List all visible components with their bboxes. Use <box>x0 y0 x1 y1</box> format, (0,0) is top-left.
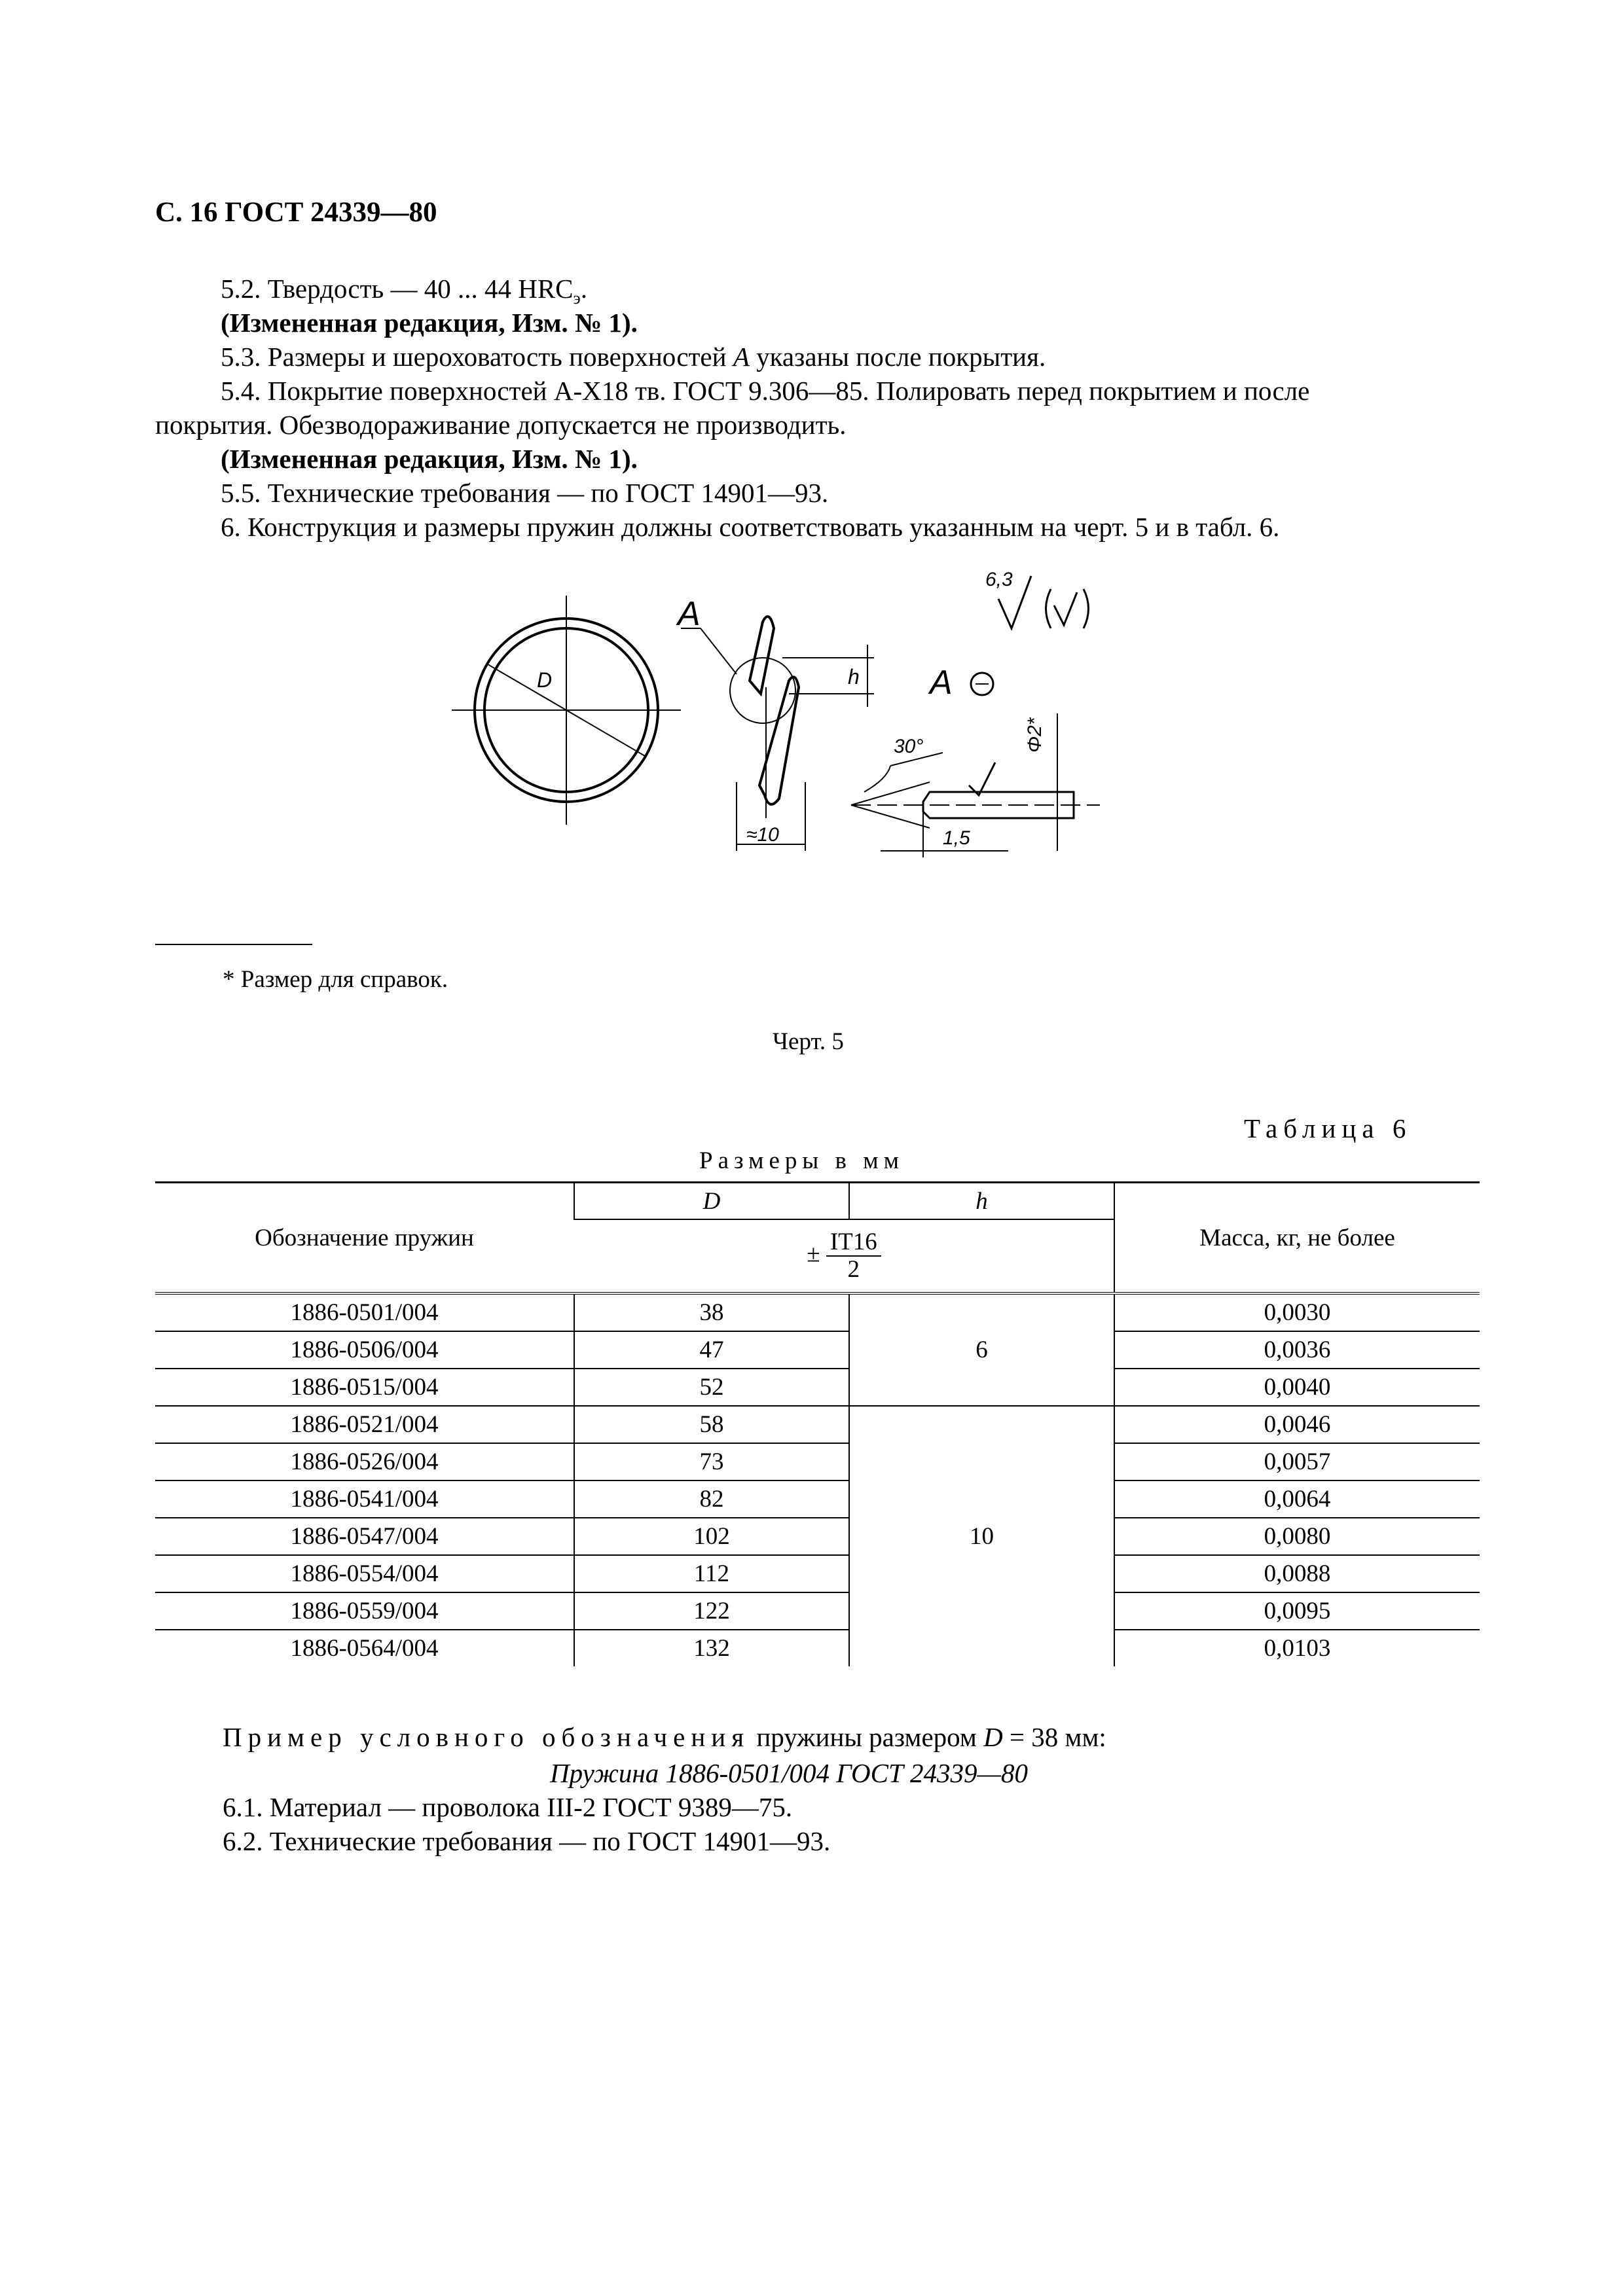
table-row-mass: 0,0040 <box>1114 1369 1480 1406</box>
table-row-D: 102 <box>574 1518 849 1555</box>
table-units: Размеры в мм <box>699 1147 905 1174</box>
table-row-D: 73 <box>574 1443 849 1480</box>
table-row-designation: 1886-0526/004 <box>155 1443 574 1480</box>
table-row-designation: 1886-0541/004 <box>155 1480 574 1518</box>
paragraph-5-3: 5.3. Размеры и шероховатость поверхностей А указаны после покрытия. <box>221 342 1046 372</box>
label-A: A <box>678 595 701 633</box>
label-D: D <box>537 668 553 692</box>
table-row-designation: 1886-0559/004 <box>155 1592 574 1630</box>
table-row-mass: 0,0057 <box>1114 1443 1480 1480</box>
table-row-D: 52 <box>574 1369 849 1406</box>
table-row-mass: 0,0046 <box>1114 1406 1480 1443</box>
table-row-D: 132 <box>574 1630 849 1666</box>
header-tolerance: ± $\frac{IT16}{2}$ <box>574 1219 1114 1293</box>
table-row-mass: 0,0088 <box>1114 1555 1480 1592</box>
label-A-view: A <box>930 664 953 702</box>
table-row-mass: 0,0036 <box>1114 1331 1480 1369</box>
paragraph-6-1: 6.1. Материал — проволока III-2 ГОСТ 9389—75. <box>223 1792 793 1822</box>
table-title: Таблица 6 <box>1244 1113 1412 1143</box>
table-row-mass: 0,0080 <box>1114 1518 1480 1555</box>
header-h: h <box>849 1183 1114 1220</box>
table-row-D: 82 <box>574 1480 849 1518</box>
table-row-D: 38 <box>574 1293 849 1331</box>
footnote: * Размер для справок. <box>223 966 448 993</box>
header-designation: Обозначение пружин <box>155 1183 574 1294</box>
paragraph-6-2: 6.2. Технические требования — по ГОСТ 14901—93. <box>223 1826 831 1856</box>
paragraph-5-4-line1: 5.4. Покрытие поверхностей А-Х18 тв. ГОСТ 9.306—85. Полировать перед покрытием и после <box>221 376 1310 406</box>
table-row-designation: 1886-0554/004 <box>155 1555 574 1592</box>
paragraph-5-5: 5.5. Технические требования — по ГОСТ 14901—93. <box>221 478 829 508</box>
table-h-group-1: 6 <box>849 1293 1114 1406</box>
table-h-group-2: 10 <box>849 1406 1114 1666</box>
table-row-D: 122 <box>574 1592 849 1630</box>
table-row-D: 47 <box>574 1331 849 1369</box>
angle-30: 30° <box>894 736 924 757</box>
page-header: С. 16 ГОСТ 24339—80 <box>155 197 437 228</box>
dim-phi-2: Φ2* <box>1024 717 1046 753</box>
table-row-designation: 1886-0515/004 <box>155 1369 574 1406</box>
table-row-mass: 0,0030 <box>1114 1293 1480 1331</box>
table-row-designation: 1886-0564/004 <box>290 1635 439 1662</box>
springs-table <box>155 1181 1480 1666</box>
roughness-value: 6,3 <box>985 569 1013 590</box>
table-row-D: 112 <box>574 1555 849 1592</box>
paragraph-5-4-line2: покрытия. Обезводораживание допускается не производить. <box>155 410 847 440</box>
table-row-designation: 1886-0547/004 <box>155 1518 574 1555</box>
footnote-separator <box>155 944 312 945</box>
dim-10: ≈10 <box>746 824 779 846</box>
header-mass: Масса, кг, не более <box>1114 1183 1480 1294</box>
label-h: h <box>848 665 860 689</box>
table-row-designation: 1886-0506/004 <box>155 1331 574 1369</box>
spring-drawing <box>445 563 1133 877</box>
paragraph-5-2: 5.2. Твердость — 40 ... 44 $HRC_э$. <box>221 274 587 308</box>
dim-1-5: 1,5 <box>943 827 970 849</box>
example-designation: Пружина 1886-0501/004 ГОСТ 24339—80 <box>550 1758 1029 1788</box>
amendment-note-1: (Измененная редакция, Изм. № 1). <box>221 308 638 338</box>
table-row-mass: 0,0064 <box>1114 1480 1480 1518</box>
paragraph-6: 6. Конструкция и размеры пружин должны соответствовать указанным на черт. 5 и в табл. 6. <box>221 512 1280 542</box>
amendment-note-2: (Измененная редакция, Изм. № 1). <box>221 444 638 474</box>
table-row-designation: 1886-0521/004 <box>155 1406 574 1443</box>
header-D: D <box>574 1183 849 1220</box>
table-row-mass: 0,0103 <box>1114 1630 1480 1666</box>
table-row-mass: 0,0095 <box>1114 1592 1480 1630</box>
table-row-designation: 1886-0501/004 <box>155 1293 574 1331</box>
figure-caption: Черт. 5 <box>773 1028 844 1055</box>
example-designation-intro: Пример условного обозначения пружины размером D = 38 мм: <box>223 1722 1106 1752</box>
table-row-D: 58 <box>574 1406 849 1443</box>
